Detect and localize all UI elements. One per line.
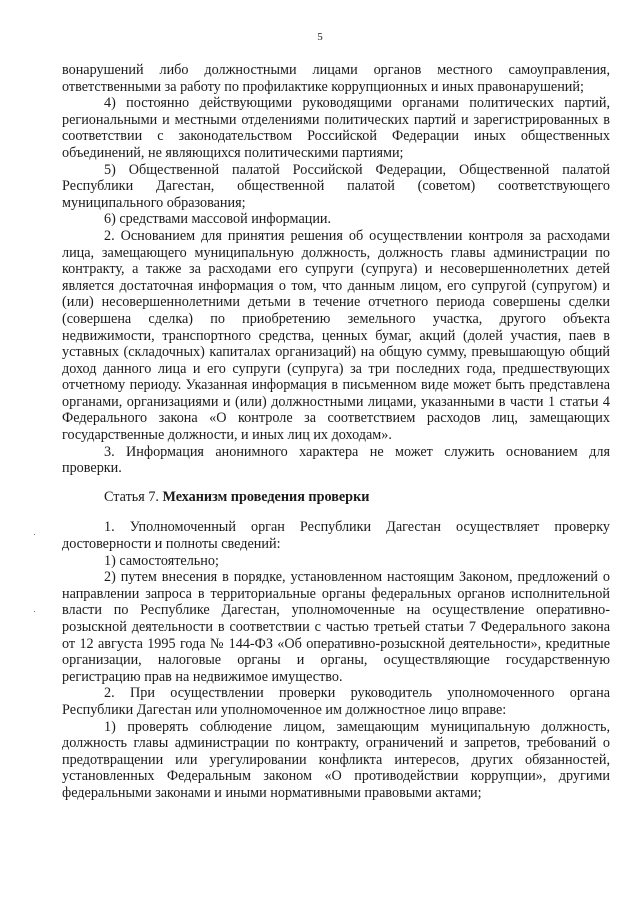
paragraph: 2) путем внесения в порядке, установленном настоящим Законом, предложений о направлении запроса в территориальные органы федеральных органов исполнительной власти по Республике Дагестан, уполномоченные на осуществление оперативно-розыскной деятельности в соответствии с частью третьей статьи 7 Федерального закона от 12 августа 1995 года № 144-ФЗ «Об оперативно-розыскной деятельности», кредитные организации, налоговые органы и органы, осуществляющие государственную регистрацию прав на недвижимое имущество. bbox=[62, 569, 610, 685]
paragraph: 5) Общественной палатой Российской Федерации, Общественной палатой Республики Дагестан, общественной палатой (советом) соответствующего муниципального образования; bbox=[62, 161, 610, 211]
page-number: 5 bbox=[317, 31, 323, 43]
paragraphs-top bbox=[62, 62, 610, 477]
paragraph: 2. При осуществлении проверки руководитель уполномоченного органа Республики Дагестан или уполномоченное им должностное лицо вправе: bbox=[62, 685, 610, 718]
scan-speck bbox=[34, 611, 35, 612]
paragraph: 3. Информация анонимного характера не может служить основанием для проверки. bbox=[62, 443, 610, 477]
paragraph: 4) постоянно действующими руководящими органами политических партий, региональными и местными отделениями политических партий и зарегистрированных в соответствии с законодательством Российской Федерации иных общественных объединений, не являющихся политическими партиями; bbox=[62, 95, 610, 161]
document-body bbox=[62, 62, 610, 802]
article-title: Механизм проведения проверки bbox=[162, 488, 370, 505]
paragraph: 6) средствами массовой информации. bbox=[104, 211, 332, 228]
paragraphs-bottom bbox=[62, 519, 610, 801]
paragraph: 1) проверять соблюдение лицом, замещающим муниципальную должность, должность главы администрации по контракту, ограничений и запретов, требований о предотвращении или урегулировании конфликта интересов, других обязанностей, установленных Федеральным законом «О противодействии коррупции», другими федеральными законами и иными нормативными правовыми актами; bbox=[62, 718, 610, 801]
paragraph: вонарушений либо должностными лицами органов местного самоуправления, ответственными за работу по профилактике коррупционных и иных правонарушений; bbox=[62, 62, 610, 95]
article-prefix: Статья 7. bbox=[104, 488, 163, 505]
paragraph: 1) самостоятельно; bbox=[104, 552, 219, 569]
paragraph: 1. Уполномоченный орган Республики Дагестан осуществляет проверку достоверности и полноты сведений: bbox=[62, 519, 610, 553]
article-heading bbox=[62, 489, 610, 506]
scan-speck bbox=[34, 534, 35, 535]
paragraph: 2. Основанием для принятия решения об осуществлении контроля за расходами лица, замещающего муниципальную должность, должность главы администрации по контракту, а также за расходами его супруги (супруга) и несовершеннолетних детей является достаточная информация о том, что данным лицом, его супругой (супругом) и (или) несовершеннолетними детьми в течение отчетного периода совершены сделки (совершена сделка) по приобретению земельного участка, другого объекта недвижимости, транспортного средства, ценных бумаг, акций (долей участия, паев в уставных (складочных) капиталах организаций) на общую сумму, превышающую общий доход данного лица и его супруги (супруга) за три последних года, предшествующих отчетному периоду. Указанная информация в письменном виде может быть представлена органами, организациями и (или) должностными лицами, указанными в части 1 статьи 4 Федерального закона «О контроле за соответствием расходов лиц, замещающих государственные должности, и иных лиц их доходам». bbox=[62, 227, 610, 444]
